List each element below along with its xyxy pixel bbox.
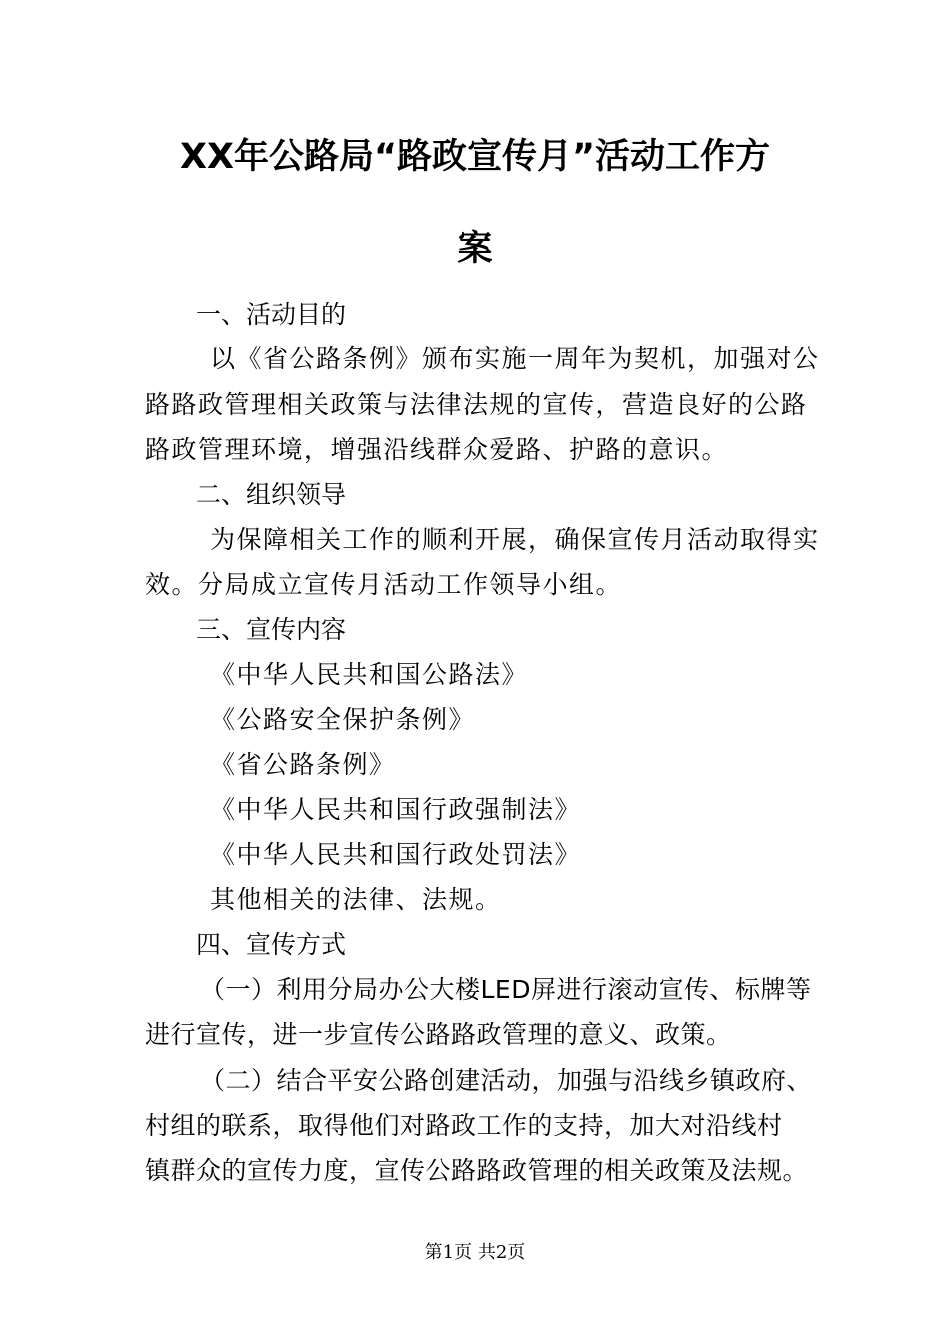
section-heading-methods: 四、宣传方式 [196, 930, 347, 959]
purpose-line-3: 路政管理环境，增强沿线群众爱路、护路的意识。 [145, 435, 729, 464]
purpose-line-2: 路路政管理相关政策与法律法规的宣传，营造良好的公路 [145, 390, 808, 419]
content-list-item: 《公路安全保护条例》 [210, 705, 476, 734]
methods-line-2: 进行宣传，进一步宣传公路路政管理的意义、政策。 [145, 1020, 732, 1049]
section-heading-leadership: 二、组织领导 [196, 480, 347, 509]
document-title: XX年公路局“路政宣传月”活动工作方 [180, 137, 770, 177]
content-list-item: 《省公路条例》 [210, 750, 396, 779]
methods-line-1: （一）利用分局办公大楼LED屏进行滚动宣传、标牌等 [200, 975, 812, 1004]
methods-line-4: 村组的联系，取得他们对路政工作的支持，加大对沿线村 [145, 1111, 783, 1140]
document-title-continued: 案 [457, 229, 493, 269]
purpose-line-1: 以《省公路条例》颁布实施一周年为契机，加强对公 [210, 344, 820, 373]
methods-line-3: （二）结合平安公路创建活动，加强与沿线乡镇政府、 [200, 1066, 813, 1095]
content-list-item: 《中华人民共和国行政强制法》 [210, 795, 582, 824]
section-heading-purpose: 一、活动目的 [196, 300, 347, 329]
methods-line-5: 镇群众的宣传力度，宣传公路路政管理的相关政策及法规。 [145, 1156, 809, 1185]
section-heading-content: 三、宣传内容 [196, 615, 347, 644]
leadership-line-1: 为保障相关工作的顺利开展，确保宣传月活动取得实 [210, 525, 820, 554]
page-number: 第1页 共2页 [424, 1242, 526, 1263]
leadership-line-2: 效。分局成立宣传月活动工作领导小组。 [145, 570, 623, 599]
content-list-item: 《中华人民共和国行政处罚法》 [210, 840, 582, 869]
content-list-item: 其他相关的法律、法规。 [210, 885, 502, 914]
content-list-item: 《中华人民共和国公路法》 [210, 660, 529, 689]
